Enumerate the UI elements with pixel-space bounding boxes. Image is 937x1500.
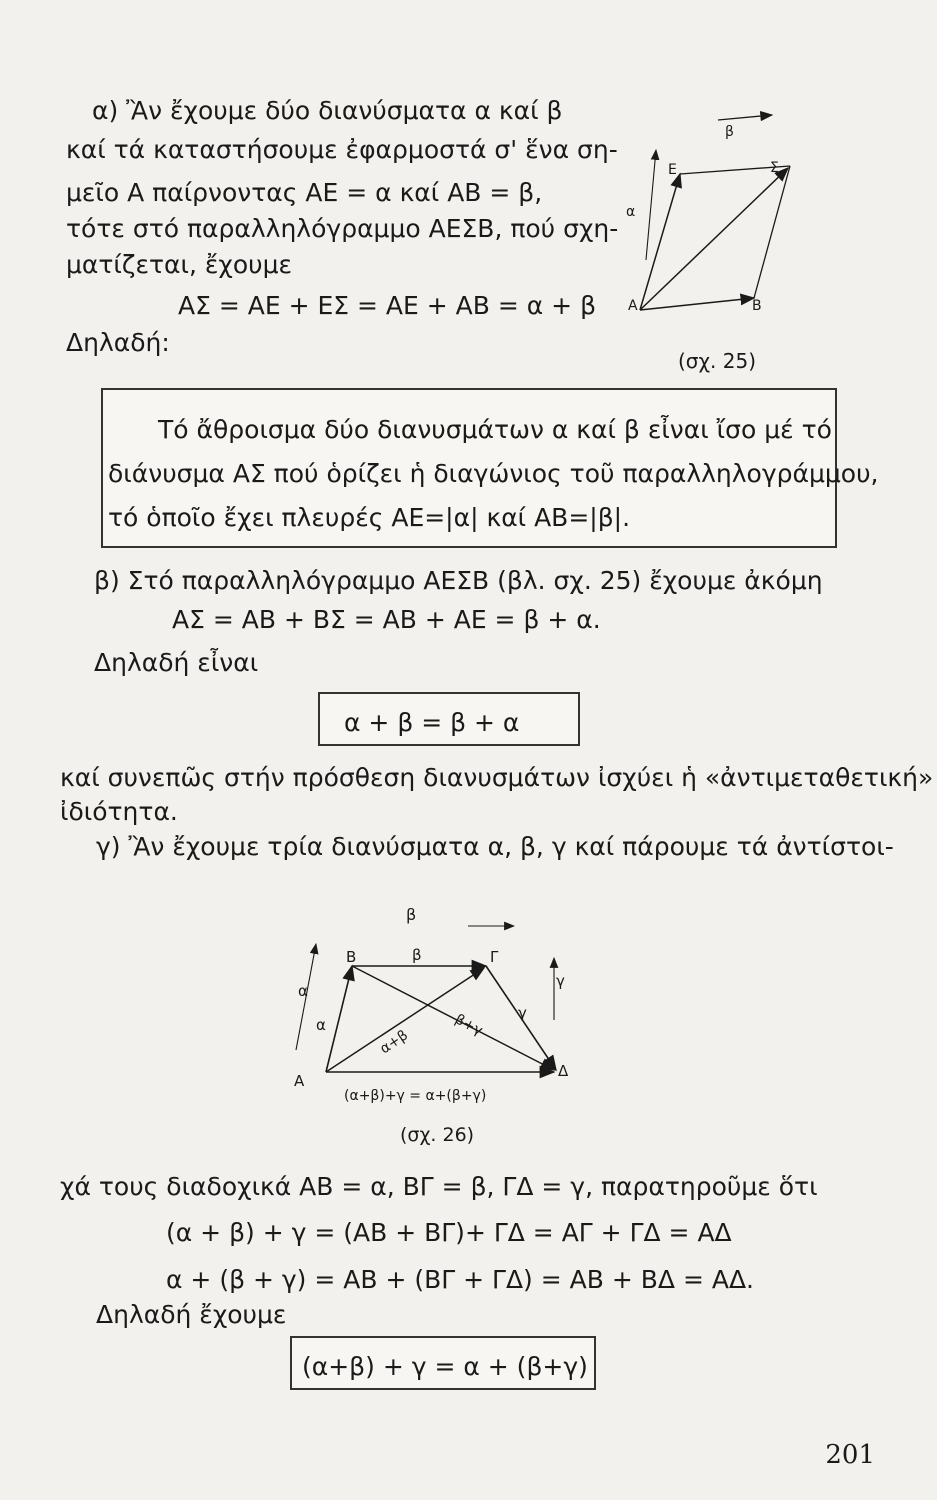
fig26-label-B: Β [346,948,357,966]
figure-26 [286,890,586,1115]
diagonal-AS [640,168,788,310]
para-c-equation1: (α + β) + γ = (ΑΒ + ΒΓ)+ ΓΔ = ΑΓ + ΓΔ = ΑΔ [166,1218,732,1247]
theorem-line3: τό ὁποῖο ἔχει πλευρές ΑΕ=|α| καί ΑΒ=|β|. [108,503,631,532]
para-a-line1: α) Ἂν ἔχουμε δύο διανύσματα α καί β [92,96,563,125]
fig26-label-A: Α [294,1072,305,1090]
fig25-label-S: Σ [770,160,779,176]
fig25-label-alpha: α [626,204,636,220]
page-number: 201 [825,1440,875,1470]
fig25-label-B: Β [752,298,762,314]
fig26-label-alpha-left: α [298,982,308,1000]
beta-arrow-top [718,115,772,120]
fig26-label-G: Γ [490,948,499,966]
para-b-deladi: Δηλαδή εἶναι [94,648,259,677]
para-a-line5: ματίζεται, ἔχουμε [66,250,293,279]
fig26-label-gamma: γ [518,1004,527,1022]
fig26-label-D: Δ [558,1062,569,1080]
fig26-label-ab: α+β [377,1027,412,1058]
vector-AB [640,298,754,310]
fig26-label-gamma-right: γ [556,972,565,990]
para-c-line1: γ) Ἂν ἔχουμε τρία διανύσματα α, β, γ καί πάρουμε τά ἀντίστοι- [96,832,894,861]
commutative-equation: α + β = β + α [344,708,520,737]
fig26-label-beta: β [412,946,422,964]
fig26-label-bg: β+γ [452,1011,486,1040]
side-BS [754,166,790,298]
para-a-line3: μεῖο Α παίρνοντας ΑΕ = α καί ΑΒ = β, [66,178,543,207]
para-c-equation2: α + (β + γ) = ΑΒ + (ΒΓ + ΓΔ) = ΑΒ + ΒΔ = ΑΔ. [166,1265,754,1294]
fig25-label-A: Α [628,298,638,314]
theorem-line2: διάνυσμα ΑΣ πού ὁρίζει ἡ διαγώνιος τοῦ παραλληλογράμμου, [108,459,879,488]
associative-equation: (α+β) + γ = α + (β+γ) [302,1352,588,1381]
para-a-line4: τότε στό παραλληλόγραμμο ΑΕΣΒ, πού σχη- [66,214,619,243]
figure-25 [612,110,792,370]
para-b-line1: β) Στό παραλληλόγραμμο ΑΕΣΒ (βλ. σχ. 25) ἔχουμε ἀκόμη [94,566,823,595]
para-c-deladi: Δηλαδή ἔχουμε [96,1300,287,1329]
vector-AB [326,966,352,1072]
alpha-guide-arrow [646,150,656,260]
theorem-line1: Τό ἄθροισμα δύο διανυσμάτων α καί β εἶναι ἴσο μέ τό [158,415,832,444]
fig26-label-beta-top: β [406,905,417,924]
para-b-equation: ΑΣ = ΑΒ + ΒΣ = ΑΒ + ΑΕ = β + α. [172,605,601,634]
fig26-bottom-equation: (α+β)+γ = α+(β+γ) [344,1088,487,1104]
vector-AE [640,174,680,310]
fig26-caption: (σχ. 26) [400,1124,475,1146]
para-a-equation: ΑΣ = ΑΕ + ΕΣ = ΑΕ + ΑΒ = α + β [178,291,597,320]
para-b-line3: ἰδιότητα. [60,797,178,826]
fig25-label-beta: β [725,124,734,140]
para-b-line2: καί συνεπῶς στήν πρόσθεση διανυσμάτων ἰσχύει ἡ «ἀντιμεταθετική» [60,763,934,792]
fig25-label-E: Ε [668,162,677,178]
para-a-line2: καί τά καταστήσουμε ἐφαρμοστά σ' ἕνα ση- [66,135,618,164]
para-a-deladi: Δηλαδή: [66,328,170,357]
fig26-label-alpha: α [316,1016,326,1034]
fig25-caption: (σχ. 25) [678,349,756,373]
para-c-line2: χά τους διαδοχικά ΑΒ = α, ΒΓ = β, ΓΔ = γ, παρατηροῦμε ὅτι [60,1172,818,1201]
